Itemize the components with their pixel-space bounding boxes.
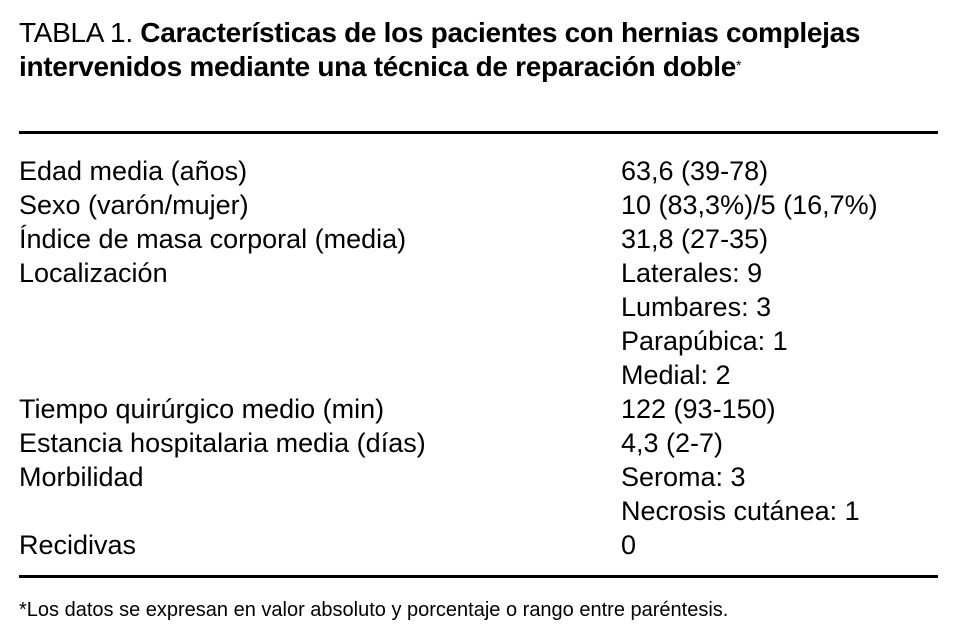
title-footnote-marker: * <box>735 57 742 73</box>
row-value: 31,8 (27-35) <box>621 224 769 254</box>
row-label: Localización <box>19 258 168 288</box>
row-label: Tiempo quirúrgico medio (min) <box>19 394 385 424</box>
table-row <box>19 222 939 256</box>
table-body <box>19 154 939 562</box>
row-value: Lumbares: 3 <box>621 292 772 322</box>
table-row <box>19 426 939 460</box>
table-row <box>19 188 939 222</box>
row-value: Necrosis cutánea: 1 <box>621 496 860 526</box>
row-label: Edad media (años) <box>19 156 248 186</box>
table-title-text: Características de los pacientes con hernias complejas intervenidos mediante una técnica de reparación doble <box>19 17 861 82</box>
row-value: 122 (93-150) <box>621 394 776 424</box>
table-row <box>19 324 939 358</box>
row-label: Sexo (varón/mujer) <box>19 190 249 220</box>
bottom-rule <box>19 575 938 578</box>
table-row <box>19 392 939 426</box>
top-rule <box>19 131 938 134</box>
table-row <box>19 460 939 494</box>
row-label <box>19 324 621 358</box>
row-value: 0 <box>621 530 637 560</box>
row-value: 10 (83,3%)/5 (16,7%) <box>621 190 878 220</box>
row-label <box>19 290 621 324</box>
table-row <box>19 528 939 562</box>
table-row <box>19 290 939 324</box>
row-label: Morbilidad <box>19 462 144 492</box>
patient-characteristics-table <box>19 154 939 562</box>
table-title <box>19 16 939 84</box>
row-label: Estancia hospitalaria media (días) <box>19 428 426 458</box>
row-label <box>19 358 621 392</box>
row-label: Recidivas <box>19 530 137 560</box>
row-value: Seroma: 3 <box>621 462 746 492</box>
table-row <box>19 358 939 392</box>
row-value: 63,6 (39-78) <box>621 156 769 186</box>
row-label <box>19 494 621 528</box>
row-value: Medial: 2 <box>621 360 731 390</box>
row-value: 4,3 (2-7) <box>621 428 724 458</box>
row-value: Laterales: 9 <box>621 258 763 288</box>
table-number: TABLA 1. <box>19 17 133 48</box>
table-row <box>19 494 939 528</box>
row-label: Índice de masa corporal (media) <box>19 224 407 254</box>
row-value: Parapúbica: 1 <box>621 326 788 356</box>
table-row <box>19 256 939 290</box>
table-row <box>19 154 939 188</box>
table-footnote: *Los datos se expresan en valor absoluto y porcentaje o rango entre paréntesis. <box>19 599 729 621</box>
